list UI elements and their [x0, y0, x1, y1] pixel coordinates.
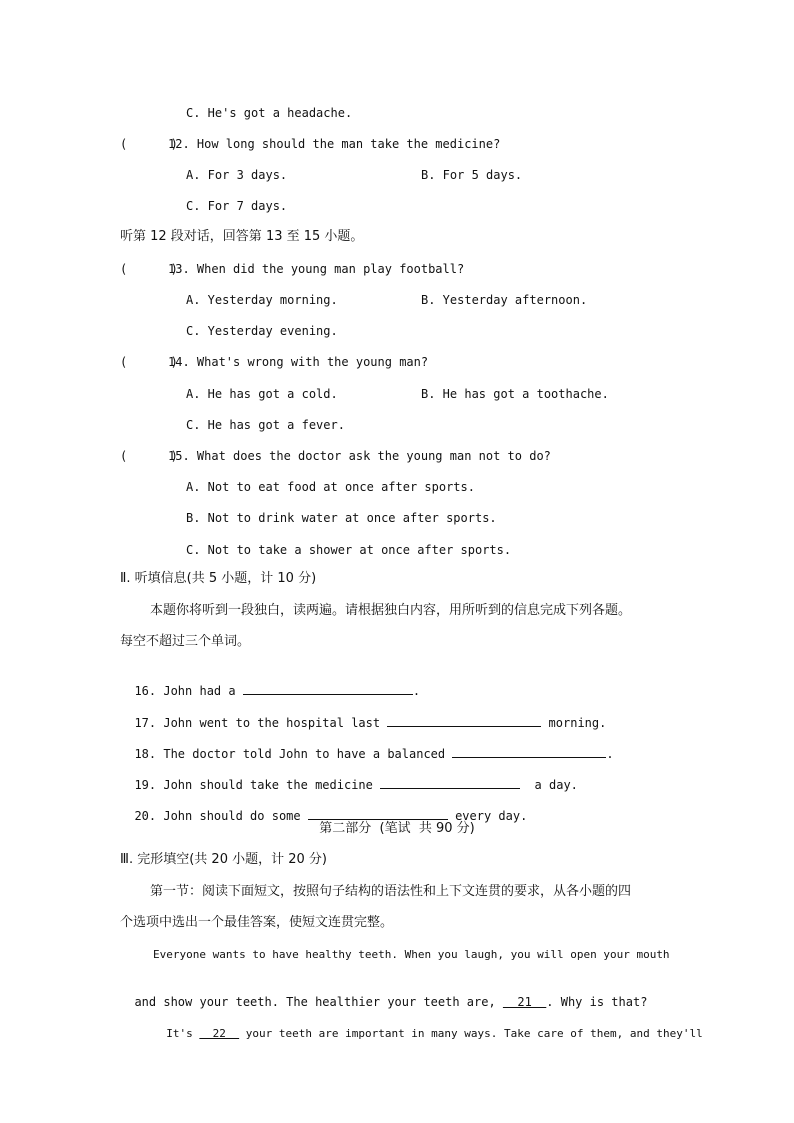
q12-option-b: B. For 5 days.: [421, 168, 523, 182]
passage-line3-start: It's: [166, 1027, 200, 1040]
blank-22[interactable]: 22: [199, 1027, 240, 1040]
q18-text: 18. The doctor told John to have a balanced: [134, 747, 453, 761]
section-2-intro-line1: 本题你将听到一段独白，读两遍。请根据独白内容，用所听到的信息完成下列各题。: [150, 603, 632, 618]
section-3-intro-line2: 个选项中选出一个最佳答案，使短文连贯完整。: [120, 915, 394, 930]
passage-line3: [153, 1010, 703, 1042]
dialogue-12-instruction: 听第 12 段对话，回答第 13 至 15 小题。: [120, 229, 364, 244]
q20-blank[interactable]: [308, 807, 448, 820]
q20: [120, 791, 527, 824]
section-3-intro-line1: 第一节：阅读下面短文，按照句子结构的语法性和上下文连贯的要求，从各小题的四: [150, 884, 632, 899]
q19-text: 19. John should take the medicine: [134, 778, 381, 792]
q18-end: .: [606, 747, 614, 761]
q17-blank[interactable]: [387, 714, 541, 727]
q12-answer-paren: ( ): [120, 137, 178, 151]
passage-line3-end: your teeth are important in many ways. Take care of them, and they'll: [239, 1027, 703, 1040]
q16: [120, 666, 420, 699]
q14-option-b: B. He has got a toothache.: [421, 387, 609, 401]
q15-stem: 15. What does the doctor ask the young man not to do?: [168, 449, 551, 463]
q15-option-c: C. Not to take a shower at once after sports.: [186, 543, 512, 557]
section-2-intro-line2: 每空不超过三个单词。: [120, 634, 251, 649]
blank-21[interactable]: 21: [502, 995, 547, 1009]
q13-option-b: B. Yesterday afternoon.: [421, 293, 588, 307]
q13-answer-paren: ( ): [120, 262, 178, 276]
q16-end: .: [412, 684, 421, 698]
q11-option-c: C. He's got a headache.: [186, 106, 353, 120]
q12-option-c: C. For 7 days.: [186, 199, 288, 213]
passage-line2-end: . Why is that?: [546, 995, 648, 1009]
q15-option-a: A. Not to eat food at once after sports.: [186, 480, 475, 494]
q14-answer-paren: ( ): [120, 355, 178, 369]
q14-stem: 14. What's wrong with the young man?: [168, 355, 429, 369]
q13-option-c: C. Yesterday evening.: [186, 324, 338, 338]
q14-option-c: C. He has got a fever.: [186, 418, 345, 432]
q19-end: a day.: [520, 778, 578, 792]
q20-text: 20. John should do some: [134, 809, 308, 823]
q15-option-b: B. Not to drink water at once after sports.: [186, 511, 497, 525]
q18-blank[interactable]: [452, 745, 606, 758]
q16-blank[interactable]: [243, 682, 413, 695]
q12-option-a: A. For 3 days.: [186, 168, 288, 182]
q19: [120, 760, 578, 793]
q12-stem: 12. How long should the man take the medicine?: [168, 137, 501, 151]
section-3-heading: Ⅲ. 完形填空(共 20 小题，计 20 分): [120, 852, 327, 867]
q17-text: 17. John went to the hospital last: [134, 716, 388, 730]
passage-line1: Everyone wants to have healthy teeth. When you laugh, you will open your mouth: [153, 948, 670, 961]
passage-line2: [120, 978, 647, 1010]
q18: [120, 729, 614, 762]
section-2-heading: Ⅱ. 听填信息(共 5 小题，计 10 分): [120, 571, 317, 586]
q17-end: morning.: [541, 716, 607, 730]
q20-end: every day.: [447, 809, 528, 823]
q13-option-a: A. Yesterday morning.: [186, 293, 338, 307]
part-2-title: 第二部分 (笔试 共 90 分): [319, 821, 475, 836]
q14-option-a: A. He has got a cold.: [186, 387, 338, 401]
q17: [120, 698, 606, 731]
q15-answer-paren: ( ): [120, 449, 178, 463]
q13-stem: 13. When did the young man play football?: [168, 262, 465, 276]
q19-blank[interactable]: [380, 776, 520, 789]
passage-line2-text: and show your teeth. The healthier your teeth are,: [134, 995, 503, 1009]
q16-text: 16. John had a: [134, 684, 243, 698]
